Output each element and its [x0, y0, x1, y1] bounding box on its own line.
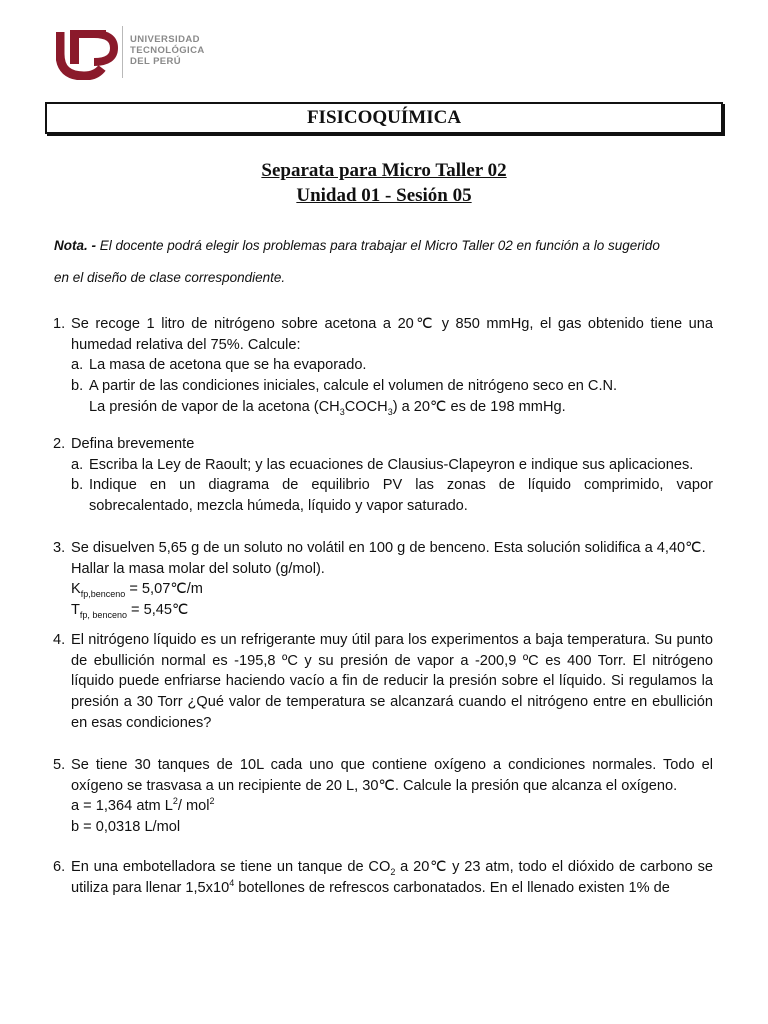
subscript: 3 [339, 406, 345, 417]
subscript: fp, benceno [79, 610, 127, 621]
question-5 [53, 755, 713, 838]
subtitle-taller: Separata para Micro Taller 02 [261, 160, 507, 181]
item-text: Indique en un diagrama de equilibrio PV las zonas de líquido comprimido, vapor sobrecalentado, mezcla húmeda, líquido y vapor saturado. [89, 477, 713, 515]
nota-paragraph [54, 230, 724, 262]
question-3-kfp [71, 579, 713, 600]
text: botellones de refrescos carbonatados. En el llenado existen 1% de [234, 879, 670, 896]
item-label: b. [71, 477, 84, 494]
logo-line-1: UNIVERSIDAD [130, 34, 200, 45]
question-4 [53, 630, 713, 734]
question-number: 2. [53, 436, 66, 452]
question-3-line-1: Se disuelven 5,65 g de un soluto no volátil en 100 g de benceno. Esta solución solidifica a 4,40℃. [71, 540, 706, 556]
text: En una embotelladora se tiene un tanque de CO [71, 859, 391, 875]
value: a = 1,364 atm L [71, 798, 173, 815]
subtitle-unidad: Unidad 01 - Sesión 05 [296, 185, 472, 206]
question-3-tfp [71, 600, 713, 621]
text: a 20℃ y 23 atm, todo el dióxido de carbono se utiliza para llenar 1,5x10 [71, 859, 713, 896]
value: = 5,07℃/m [125, 581, 203, 598]
nota-label: Nota. - [54, 238, 96, 253]
superscript: 2 [209, 796, 215, 807]
note-text: COCH [344, 398, 388, 415]
item-label: b. [71, 378, 84, 395]
question-2 [53, 434, 713, 517]
question-number: 1. [53, 316, 66, 332]
question-4-text: El nitrógeno líquido es un refrigerante muy útil para los experimentos a baja temperatura. Su punto de ebullición normal es -195,8 ºC y su presión de vapor a -200,9 ºC es 400 Torr. El nitrógeno líquido puede enfriarse haciendo vacío a fin de reducir la presión sobre el líquido. Si regulamos la presión a 30 Torr ¿Qué valor de temperatura se alcanzará cuando el nitrógeno entre en ebullición en esas condiciones? [71, 632, 713, 731]
question-1-item-a [71, 355, 713, 376]
subscript: 2 [390, 866, 396, 877]
question-number: 6. [53, 859, 66, 875]
question-2-item-a [71, 455, 713, 476]
item-text: La masa de acetona que se ha evaporado. [89, 357, 367, 374]
question-1-note [71, 397, 713, 418]
superscript: 2 [172, 796, 178, 807]
logo-line-3: DEL PERÚ [130, 56, 182, 67]
question-1 [53, 314, 713, 418]
question-3-line-2: Hallar la masa molar del soluto (g/mol). [71, 560, 325, 577]
question-1-intro: Se recoge 1 litro de nitrógeno sobre acetona a 20℃ y 850 mmHg, el gas obtenido tiene una humedad relativa del 75%. Calcule: [71, 316, 713, 353]
question-6-text [71, 857, 713, 898]
utp-logo [56, 24, 216, 80]
question-2-item-b [71, 475, 713, 516]
question-number: 3. [53, 540, 66, 556]
note-text: La presión de vapor de la acetona (CH [89, 398, 340, 415]
nota-text-2: en el diseño de clase correspondiente. [54, 270, 286, 285]
superscript: 4 [229, 877, 235, 888]
subscript: fp,benceno [80, 589, 126, 600]
symbol: T [71, 602, 80, 619]
item-text: A partir de las condiciones iniciales, calcule el volumen de nitrógeno seco en C.N. [89, 378, 618, 395]
university-name [130, 34, 205, 67]
item-label: a. [71, 357, 84, 374]
value: = 5,45℃ [126, 602, 189, 619]
subscript: 3 [387, 406, 393, 417]
question-number: 4. [53, 632, 66, 648]
symbol: K [71, 581, 81, 598]
question-5-text: Se tiene 30 tanques de 10L cada uno que contiene oxígeno a condiciones normales. Todo el oxígeno se trasvasa a un recipiente de 20 L, 30℃. Calcule la presión que alcanza el oxígeno. [71, 757, 713, 794]
question-5-b: b = 0,0318 L/mol [71, 819, 181, 836]
nota-paragraph-2 [54, 262, 724, 294]
nota-text-1: El docente podrá elegir los problemas para trabajar el Micro Taller 02 en función a lo sugerido [96, 238, 660, 253]
document-title: FISICOQUÍMICA [45, 102, 723, 134]
logo-divider [122, 26, 123, 78]
value: / mol [177, 798, 210, 815]
question-1-item-b [71, 376, 713, 397]
item-label: a. [71, 456, 84, 473]
note-text: ) a 20℃ es de 198 mmHg. [392, 398, 566, 415]
question-5-a [71, 796, 713, 817]
utp-logo-mark [56, 24, 118, 80]
logo-line-2: TECNOLÓGICA [130, 45, 205, 56]
question-3 [53, 538, 713, 621]
question-6 [53, 857, 713, 898]
question-2-intro: Defina brevemente [71, 436, 195, 452]
question-number: 5. [53, 757, 66, 773]
item-text: Escriba la Ley de Raoult; y las ecuaciones de Clausius-Clapeyron e indique sus aplicaciones. [89, 456, 694, 473]
